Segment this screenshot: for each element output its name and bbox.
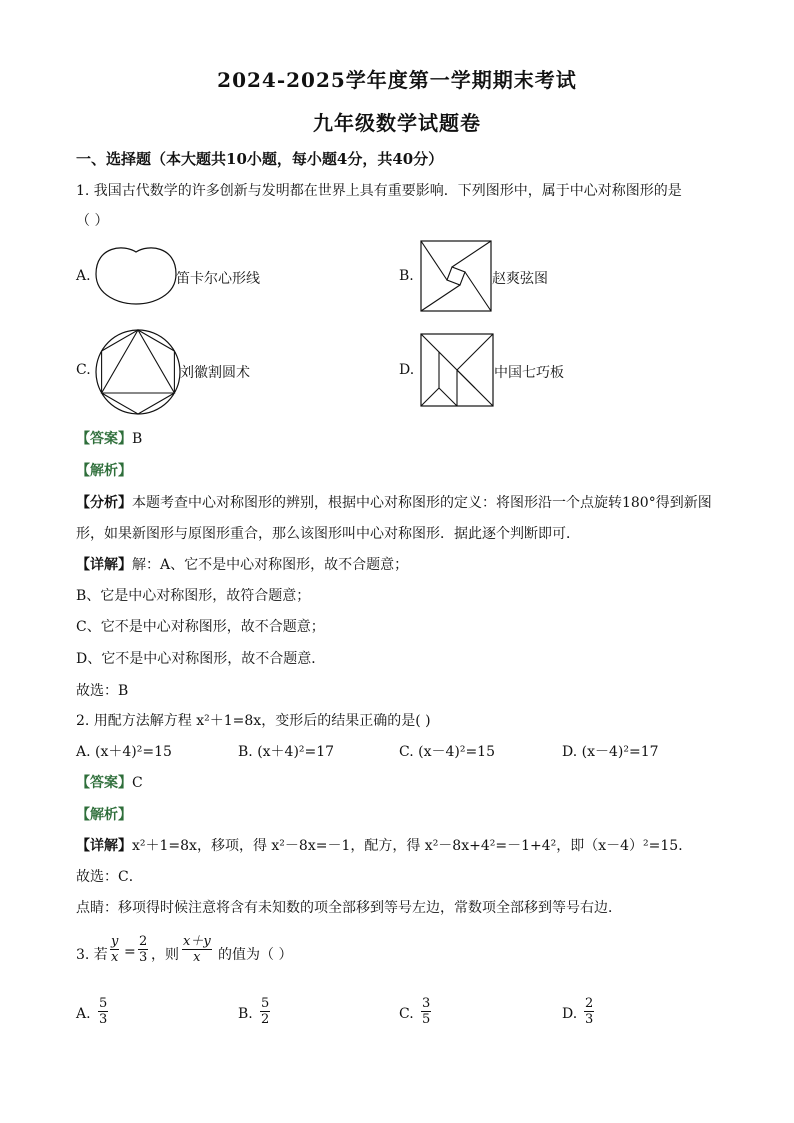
q2-option-d: D. (x－4)²=17 (562, 744, 659, 760)
detail-tag: 【详解】 (76, 838, 132, 854)
q3-option-a-denominator: 3 (99, 1012, 108, 1027)
q3-option-b-fraction (260, 996, 270, 1027)
q1-detail-line1 (76, 554, 408, 574)
q1-option-a-caption: 笛卡尔心形线 (176, 271, 260, 287)
answer-tag: 【答案】 (76, 775, 132, 791)
answer-tag: 【答案】 (76, 431, 132, 447)
q3-option-a-numerator: 5 (99, 996, 108, 1011)
q1-choose: 故选：B (76, 683, 129, 699)
zhaoshuang-diagram (420, 240, 492, 312)
q1-answer: B (132, 431, 143, 447)
q1-answer-line (76, 428, 142, 448)
q1-option-d-caption: 中国七巧板 (494, 365, 564, 381)
q3-option-c-letter: C. (399, 1006, 414, 1022)
q3-target-fraction (182, 934, 212, 965)
q2-option-b: B. (x＋4)²=17 (238, 744, 335, 760)
q2-choose: 故选：C． (76, 869, 143, 885)
q2-option-c: C. (x－4)²=15 (399, 744, 495, 760)
q2-detail-line (76, 835, 692, 855)
q1-stem-line1: 1. 我国古代数学的许多创新与发明都在世界上具有重要影响．下列图形中，属于中心对称图形的是 (76, 183, 682, 199)
q1-option-b-caption: 赵爽弦图 (492, 271, 548, 287)
q1-fenxi-line1 (76, 492, 712, 512)
q3-option-b-denominator: 2 (261, 1012, 270, 1027)
q3-option-c-numerator: 3 (422, 996, 431, 1011)
q2-detail-text: x²＋1=8x，移项，得 x²－8x=－1，配方，得 x²－8x+4²=－1+4²，即（x－4）²=15． (132, 838, 693, 854)
q1-option-b-letter: B. (399, 268, 414, 284)
section-heading: 一、选择题（本大题共10小题，每小题4分，共40分） (76, 150, 444, 168)
q3-stem-prefix: 3. 若 (76, 947, 108, 963)
q2-stem: 2. 用配方法解方程 x²＋1=8x，变形后的结果正确的是( ) (76, 713, 431, 729)
q1-fenxi-text1: 本题考查中心对称图形的辨别，根据中心对称图形的定义：将图形沿一个点旋转180°得到新图 (132, 495, 712, 511)
q3-equals: = (124, 944, 136, 960)
q1-option-a-letter: A. (76, 268, 91, 284)
q2-analysis-heading (76, 804, 132, 824)
liuhui-circle-figure (94, 328, 182, 416)
q3-option-b-letter: B. (238, 1006, 253, 1022)
q1-option-c-caption: 刘徽割圆术 (180, 365, 250, 381)
exam-subtitle: 九年级数学试题卷 (313, 111, 481, 135)
q3-target-denominator: x (193, 950, 201, 965)
q1-detail-text1: 解：A、它不是中心对称图形，故不合题意； (132, 557, 409, 573)
q3-option-b-numerator: 5 (261, 996, 270, 1011)
exam-title: 2024-2025学年度第一学期期末考试 (217, 68, 577, 92)
q3-value-numerator: 2 (139, 934, 148, 949)
cardioid-figure (94, 244, 178, 306)
q3-value-denominator: 3 (139, 950, 148, 965)
q2-option-a: A. (x＋4)²=15 (76, 744, 172, 760)
fenxi-tag: 【分析】 (76, 495, 132, 511)
tangram-figure (420, 333, 494, 407)
q1-stem-line2: （ ） (76, 213, 109, 229)
q3-given-denominator: x (111, 950, 119, 965)
q1-detail-line2: B、它是中心对称图形，故符合题意； (76, 588, 311, 604)
q3-option-c-denominator: 5 (422, 1012, 431, 1027)
q1-option-d-letter: D. (399, 362, 415, 378)
q1-detail-line3: C、它不是中心对称图形，故不合题意； (76, 619, 325, 635)
q2-answer: C (132, 775, 143, 791)
q3-given-fraction (110, 934, 119, 965)
q2-answer-line (76, 772, 143, 792)
analysis-tag: 【解析】 (76, 807, 132, 823)
q3-option-d-numerator: 2 (585, 996, 594, 1011)
q1-fenxi-line2: 形，如果新图形与原图形重合，那么该图形叫中心对称图形．据此逐个判断即可． (76, 526, 580, 542)
detail-tag: 【详解】 (76, 557, 132, 573)
q1-option-c-letter: C. (76, 362, 91, 378)
q3-value-fraction (138, 934, 148, 965)
q3-target-numerator: x＋y (183, 934, 211, 949)
q3-stem-suffix: 的值为（ ） (218, 947, 293, 963)
analysis-tag: 【解析】 (76, 463, 132, 479)
q3-option-a-letter: A. (76, 1006, 91, 1022)
q3-option-d-letter: D. (562, 1006, 578, 1022)
q3-option-d-denominator: 3 (585, 1012, 594, 1027)
q3-given-numerator: y (111, 934, 119, 949)
q3-option-a-fraction (98, 996, 108, 1027)
q1-analysis-heading (76, 460, 132, 480)
q3-option-d-fraction (584, 996, 594, 1027)
q2-note: 点睛：移项得时候注意将含有未知数的项全部移到等号左边，常数项全部移到等号右边． (76, 900, 622, 916)
q1-detail-line4: D、它不是中心对称图形，故不合题意． (76, 651, 326, 667)
q3-option-c-fraction (421, 996, 431, 1027)
q3-mid-text: ，则 (151, 947, 179, 963)
